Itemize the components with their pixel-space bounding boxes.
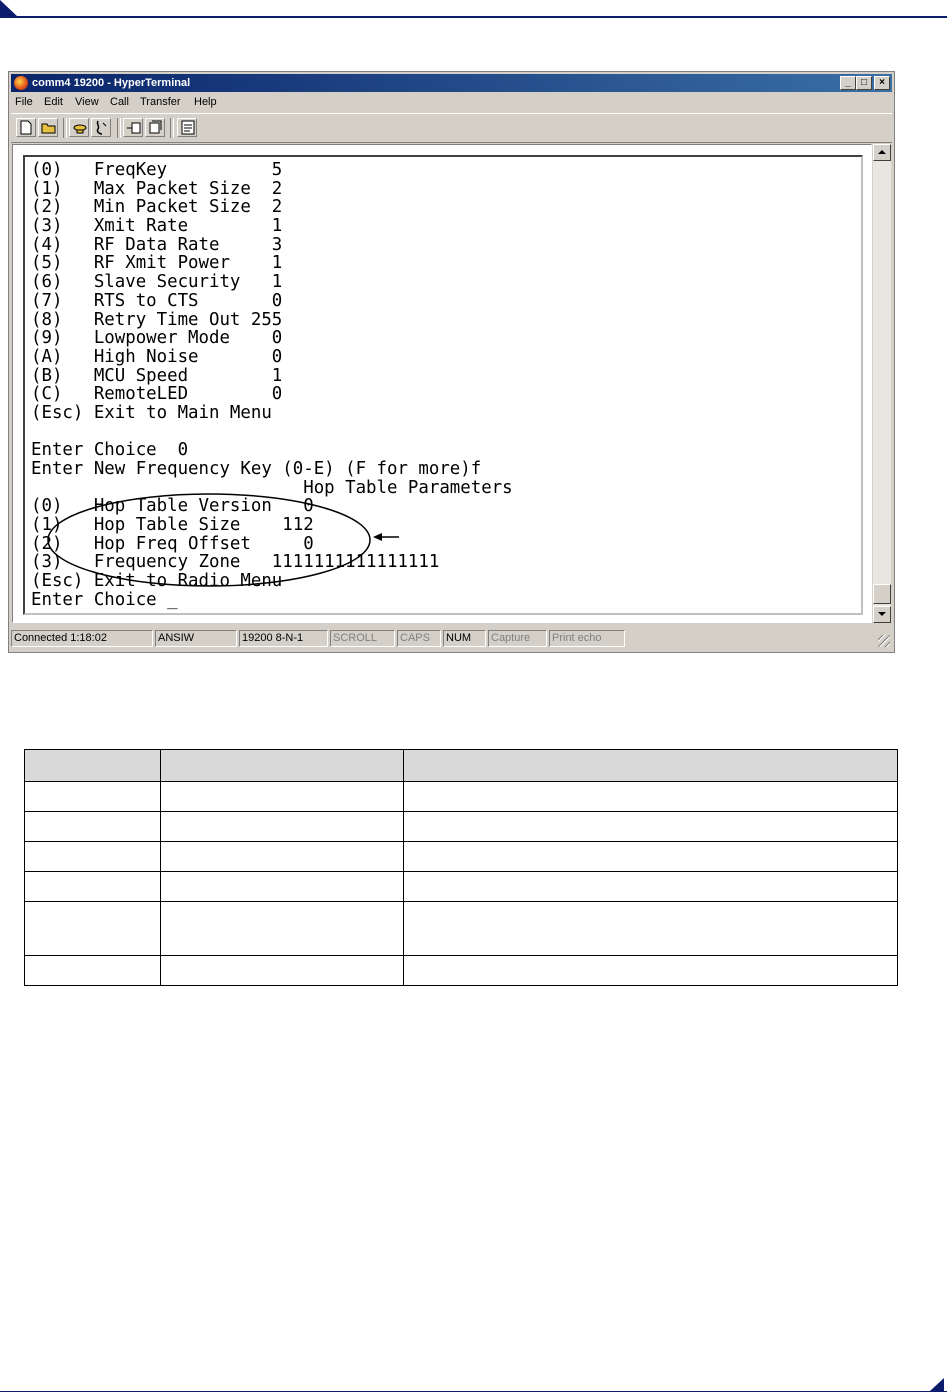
status-emulation: ANSIW <box>155 630 237 647</box>
table-header-row <box>25 750 898 782</box>
window-title: comm4 19200 - HyperTerminal <box>32 77 191 89</box>
table-cell <box>404 842 898 872</box>
properties-icon[interactable] <box>177 118 197 137</box>
terminal-line: (5) RF Xmit Power 1 <box>31 253 283 274</box>
terminal-line: (0) FreqKey 5 <box>31 160 283 180</box>
close-button[interactable]: × <box>874 76 890 90</box>
terminal-line: (2) Hop Freq Offset 0 <box>31 533 314 554</box>
page-footer-rule <box>0 1391 947 1392</box>
table-cell <box>161 902 404 956</box>
terminal-output[interactable] <box>31 161 513 610</box>
status-port-settings: 19200 8-N-1 <box>239 630 328 647</box>
scroll-up-button[interactable] <box>873 144 891 161</box>
menu-edit[interactable]: Edit <box>44 96 63 108</box>
terminal-line: (8) Retry Time Out 255 <box>31 309 283 330</box>
terminal-line: (3) Xmit Rate 1 <box>31 216 283 237</box>
table-cell <box>404 956 898 986</box>
table-cell <box>161 812 404 842</box>
menu-bar <box>11 93 892 111</box>
toolbar-separator <box>63 118 67 138</box>
hyperterminal-window <box>8 71 895 653</box>
table-cell <box>25 956 161 986</box>
terminal-frame <box>23 155 863 615</box>
terminal-line: (A) High Noise 0 <box>31 346 283 367</box>
table-cell <box>25 902 161 956</box>
new-icon[interactable] <box>16 118 36 137</box>
table-cell <box>404 782 898 812</box>
page-corner-top <box>0 0 18 17</box>
menu-view[interactable]: View <box>75 96 99 108</box>
table-row <box>25 872 898 902</box>
table-cell <box>161 872 404 902</box>
table-cell <box>25 872 161 902</box>
table-cell <box>404 872 898 902</box>
terminal-line: Enter New Frequency Key (0-E) (F for more)f <box>31 459 482 479</box>
table-header-cell <box>161 750 404 782</box>
disconnect-icon[interactable] <box>91 118 111 137</box>
table-cell <box>404 812 898 842</box>
terminal-pane[interactable] <box>12 144 872 623</box>
page-corner-bottom <box>930 1378 944 1391</box>
table-row <box>25 842 898 872</box>
terminal-line: (1) Max Packet Size 2 <box>31 178 283 199</box>
menu-file[interactable]: File <box>15 96 33 108</box>
page-header-rule <box>0 16 947 18</box>
table-cell <box>161 842 404 872</box>
vertical-scrollbar[interactable] <box>873 144 891 623</box>
minimize-button[interactable]: _ <box>840 76 856 90</box>
title-bar[interactable] <box>11 74 892 92</box>
terminal-line: (0) Hop Table Version 0 <box>31 496 314 517</box>
terminal-line: Hop Table Parameters <box>31 477 513 498</box>
terminal-line: (C) RemoteLED 0 <box>31 384 283 405</box>
terminal-line: (9) Lowpower Mode 0 <box>31 328 283 349</box>
open-icon[interactable] <box>38 118 58 137</box>
status-scroll: SCROLL <box>330 630 395 647</box>
table-header-cell <box>404 750 898 782</box>
status-connected: Connected 1:18:02 <box>11 630 153 647</box>
menu-call[interactable]: Call <box>110 96 129 108</box>
send-icon[interactable] <box>123 118 143 137</box>
maximize-button[interactable]: □ <box>856 76 872 90</box>
receive-icon[interactable] <box>145 118 165 137</box>
table-cell <box>25 842 161 872</box>
table-cell <box>404 902 898 956</box>
parameter-table <box>24 749 898 986</box>
status-num: NUM <box>443 630 486 647</box>
terminal-line: (1) Hop Table Size 112 <box>31 515 314 536</box>
menu-help[interactable]: Help <box>194 96 217 108</box>
terminal-line: (2) Min Packet Size 2 <box>31 197 283 218</box>
terminal-line: (7) RTS to CTS 0 <box>31 290 283 311</box>
menu-transfer[interactable]: Transfer <box>140 96 181 108</box>
toolbar-separator <box>170 118 174 138</box>
terminal-line: Enter Choice 0 <box>31 440 189 461</box>
table-cell <box>25 812 161 842</box>
table-cell <box>25 782 161 812</box>
toolbar <box>11 113 892 143</box>
terminal-line: (6) Slave Security 1 <box>31 272 283 293</box>
terminal-line <box>31 423 513 442</box>
hyperterminal-icon <box>14 76 28 90</box>
table-row <box>25 956 898 986</box>
table-row <box>25 902 898 956</box>
terminal-line: (4) RF Data Rate 3 <box>31 234 283 255</box>
status-print-echo: Print echo <box>549 630 625 647</box>
terminal-line: (Esc) Exit to Main Menu <box>31 402 272 423</box>
scroll-down-button[interactable] <box>873 606 891 623</box>
toolbar-separator <box>117 118 121 138</box>
table-row <box>25 782 898 812</box>
terminal-line: (B) MCU Speed 1 <box>31 365 283 386</box>
table-row <box>25 812 898 842</box>
status-caps: CAPS <box>397 630 441 647</box>
table-header-cell <box>25 750 161 782</box>
terminal-line: (Esc) Exit to Radio Menu <box>31 571 283 592</box>
resize-grip[interactable] <box>878 635 890 647</box>
connect-icon[interactable] <box>69 118 89 137</box>
terminal-line: Enter Choice _ <box>31 589 178 610</box>
scroll-thumb[interactable] <box>873 584 891 604</box>
table-cell <box>161 956 404 986</box>
table-cell <box>161 782 404 812</box>
status-bar <box>11 629 892 649</box>
terminal-line: (3) Frequency Zone 1111111111111111 <box>31 552 440 573</box>
status-capture: Capture <box>488 630 547 647</box>
